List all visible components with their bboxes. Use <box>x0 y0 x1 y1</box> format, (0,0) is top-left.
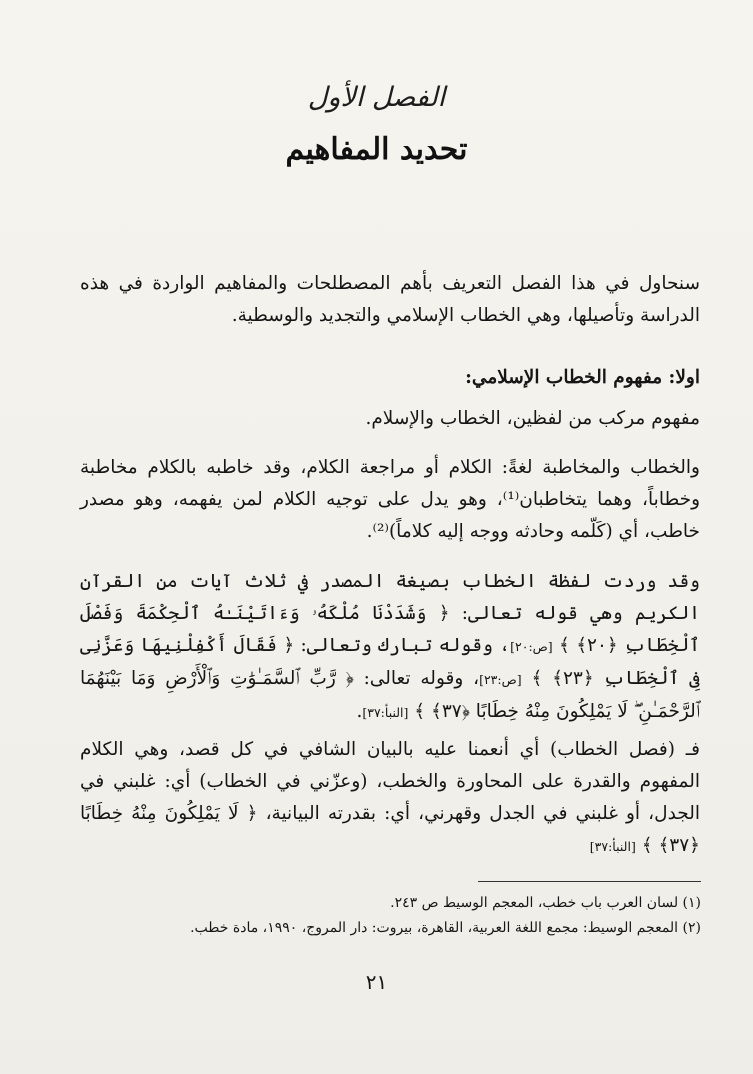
verse-reference-1: [ص:٢٠] <box>510 639 553 654</box>
verse-reference-2: [ص:٢٣] <box>479 672 522 687</box>
intro-paragraph: سنحاول في هذا الفصل التعريف بأهم المصطلحات والمفاهيم الواردة في هذه الدراسة وتأصيلها، وهي الخطاب الإسلامي والتجديد والوسطية. <box>80 273 700 326</box>
footnote-1: (١) لسان العرب باب خطب، المعجم الوسيط ص ٢٤٣. <box>390 895 701 911</box>
verse-reference-4: [النبأ:٣٧] <box>589 839 636 854</box>
chapter-subtitle: تحديد المفاهيم <box>285 132 468 167</box>
verse-text-2: ، وقوله تبارك وتعالى: ﴿ فَقَالَ أَكْفِلْنِيهَا وَعَزَّنِى فِى ٱلْخِطَابِ ﴿٢٣﴾ ﴾ <box>80 635 701 689</box>
section-heading: اولا: مفهوم الخطاب الإسلامي: <box>465 367 700 388</box>
paragraph-interpretation <box>80 734 700 863</box>
paragraph-quran-verses <box>80 566 700 729</box>
verse-text-1: وقد وردت لفظة الخطاب بصيغة المصدر في ثلاث آيات من القرآن الكريم وهي قوله تعالى: ﴿ وَشَدَدْنَا مُلْكَهُۥ وَءَاتَيْنَـٰهُ ٱلْحِكْمَةَ وَفَصْلَ ٱلْخِطَابِ ﴿٢٠﴾ ﴾ <box>80 571 700 656</box>
interpretation-text: فـ (فصل الخطاب) أي أنعمنا عليه بالبيان الشافي في كل قصد، وهي الكلام المفهوم والقدرة على المحاورة والخطب، (وعزّني في الخطاب) أي: غلبني في الجدل، أو غلبني في الجدل وقهرني، أي: بقدرته البيانية، ﴿ لَا يَمْلِكُونَ مِنْهُ خِطَابًا ﴿٣٧﴾ ﴾ <box>80 739 700 856</box>
footnotes <box>60 891 701 941</box>
chapter-title: الفصل الأول <box>307 82 446 113</box>
footnote-divider <box>478 881 701 882</box>
page-number: ٢١ <box>365 970 388 994</box>
verse-end-punctuation: . <box>356 701 363 722</box>
paragraph-definition: مفهوم مركب من لفظين، الخطاب والإسلام. <box>365 408 700 429</box>
verse-text-3: ، وقوله تعالى: ﴿ رَّبِّ ٱلسَّمَـٰوَٰتِ وَٱلْأَرْضِ وَمَا بَيْنَهُمَا ٱلرَّحْمَـٰنِ ۖ لَا يَمْلِكُونَ مِنْهُ خِطَابًا ﴿٣٧﴾ ﴾ <box>80 668 700 722</box>
verse-reference-3: [النبأ:٣٧] <box>362 705 409 720</box>
footnote-2: (٢) المعجم الوسيط: مجمع اللغة العربية، القاهرة، بيروت: دار المروج، ١٩٩٠، مادة خطب. <box>190 920 701 936</box>
paragraph-linguistic-meaning: والخطاب والمخاطبة لغةً: الكلام أو مراجعة الكلام، وقد خاطبه بالكلام مخاطبة وخطاباً، وهما يتخاطبان⁽¹⁾، وهو يدل على توجيه الكلام لمن يفهمه، وهو مصدر خاطب، أي (كَلّمه وحادثه ووجه إليه كلاماً)⁽²⁾. <box>80 457 701 542</box>
